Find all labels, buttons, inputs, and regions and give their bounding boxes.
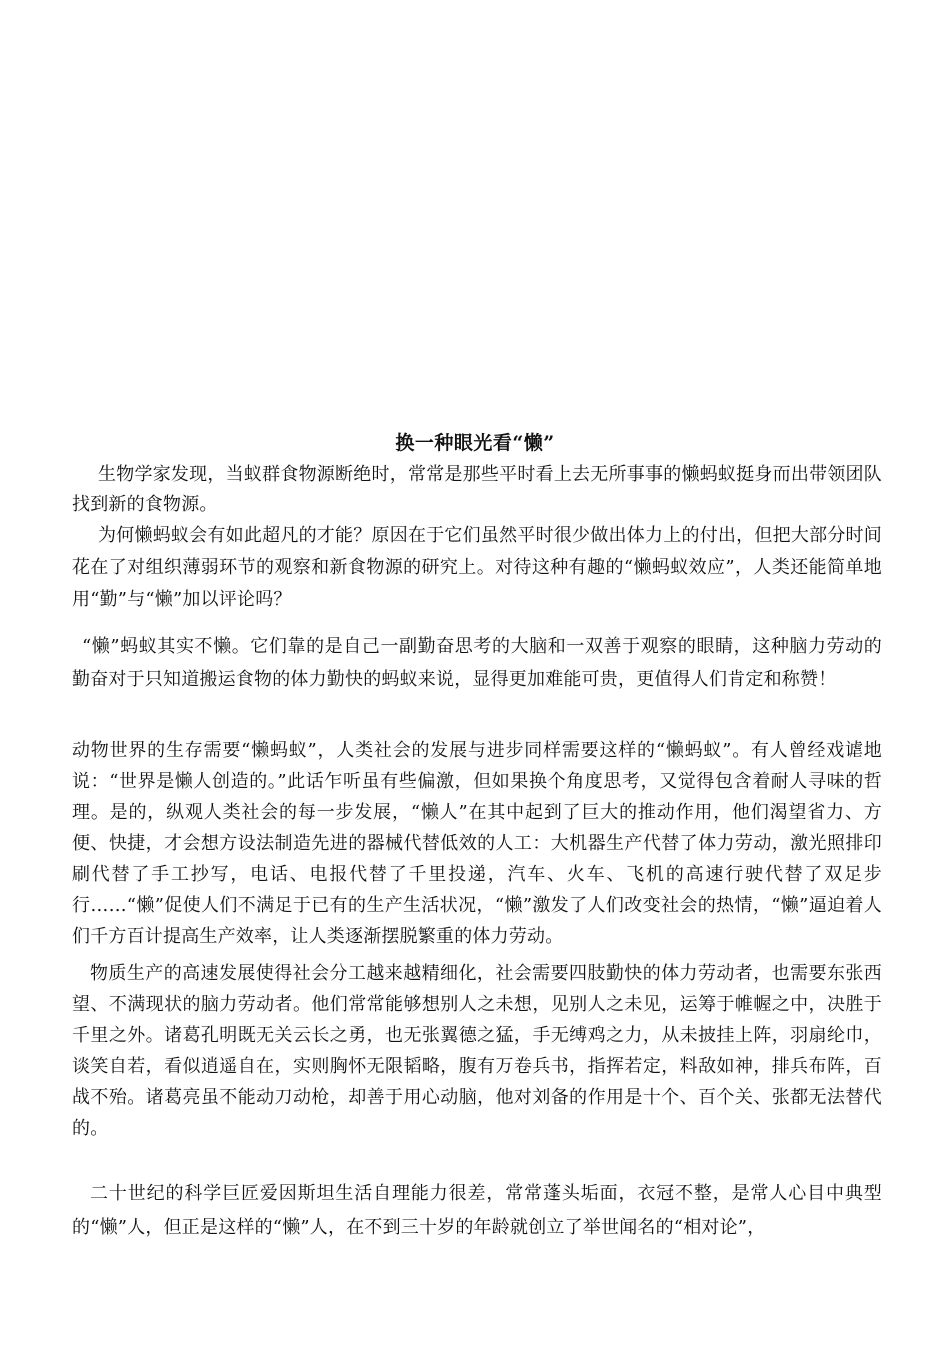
paragraph-1: 生物学家发现，当蚁群食物源断绝时，常常是那些平时看上去无所事事的懒蚂蚁挺身而出带领团队找到新的食物源。 (72, 464, 882, 515)
paragraph-4: 动物世界的生存需要“懒蚂蚁”，人类社会的发展与进步同样需要这样的“懒蚂蚁”。有人曾经戏谑地说：“世界是懒人创造的。”此话乍听虽有些偏激，但如果换个角度思考，又觉得包含着耐人寻味的哲理。是的，纵观人类社会的每一步发展，“懒人”在其中起到了巨大的推动作用，他们渴望省力、方便、快捷，才会想方设法制造先进的器械代替低效的人工：大机器生产代替了体力劳动，激光照排印刷代替了手工抄写，电话、电报代替了千里投递，汽车、火车、飞机的高速行驶代替了双足步行……“懒”促使人们不满足于已有的生产生活状况，“懒”激发了人们改变社会的热情，“懒”逼迫着人们千方百计提高生产效率，让人类逐渐摆脱繁重的体力劳动。 (72, 740, 882, 947)
paragraph-3: “懒”蚂蚁其实不懒。它们靠的是自己一副勤奋思考的大脑和一双善于观察的眼睛，这种脑力劳动的勤奋对于只知道搬运食物的体力勤快的蚂蚁来说，显得更加难能可贵，更值得人们肯定和称赞！ (72, 636, 882, 690)
article-title: 换一种眼光看“懒” (395, 432, 555, 454)
paragraph-5: 物质生产的高速发展使得社会分工越来越精细化，社会需要四肢勤快的体力劳动者，也需要东张西望、不满现状的脑力劳动者。他们常常能够想别人之未想，见别人之未见，运筹于帷幄之中，决胜于千里之外。诸葛孔明既无关云长之勇，也无张翼德之猛，手无缚鸡之力，从未披挂上阵，羽扇纶巾，谈笑自若，看似逍遥自在，实则胸怀无限韬略，腹有万卷兵书，指挥若定，料敌如神，排兵布阵，百战不殆。诸葛亮虽不能动刀动枪，却善于用心动脑，他对刘备的作用是十个、百个关、张都无法替代的。 (72, 963, 882, 1139)
paragraph-2: 为何懒蚂蚁会有如此超凡的才能？原因在于它们虽然平时很少做出体力上的付出，但把大部分时间花在了对组织薄弱环节的观察和新食物源的研究上。对待这种有趣的“懒蚂蚁效应”，人类还能简单地用“勤”与“懒”加以评论吗？ (72, 525, 882, 610)
paragraph-6: 二十世纪的科学巨匠爱因斯坦生活自理能力很差，常常蓬头垢面，衣冠不整，是常人心目中典型的“懒”人，但正是这样的“懒”人，在不到三十岁的年龄就创立了举世闻名的“相对论”， (72, 1183, 882, 1238)
